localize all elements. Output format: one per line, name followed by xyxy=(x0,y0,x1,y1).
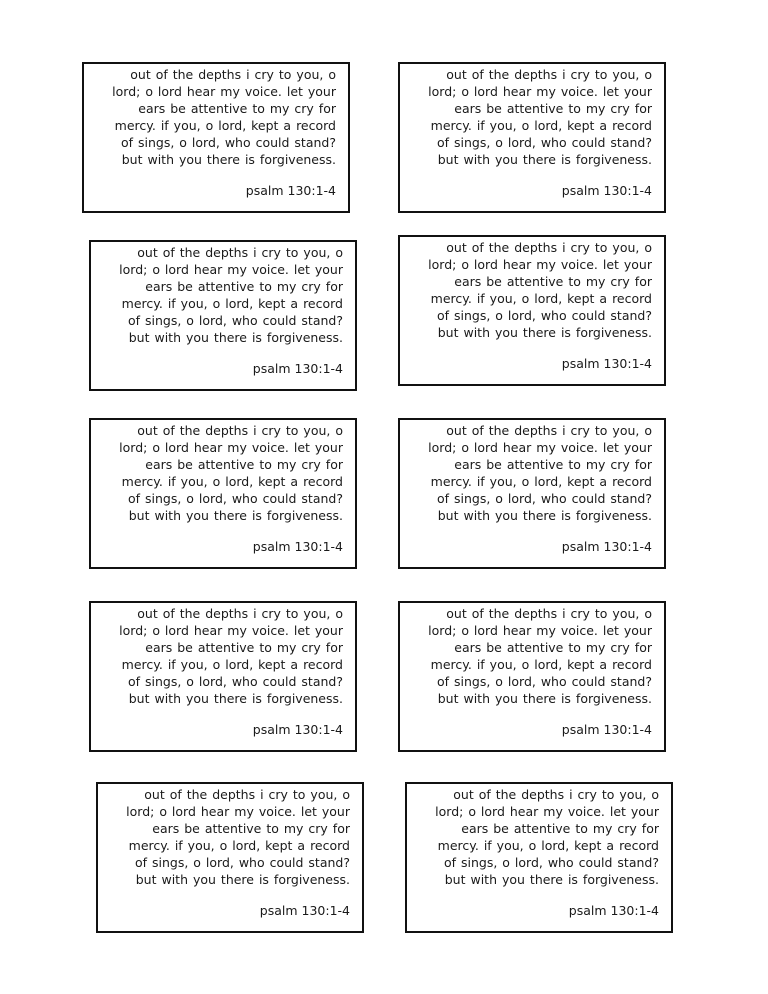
verse-line: out of the depths i cry to you, o xyxy=(130,67,336,82)
verse-text xyxy=(103,244,343,346)
verse-line: out of the depths i cry to you, o xyxy=(446,606,652,621)
verse-text xyxy=(412,239,652,341)
verse-line: ears be attentive to my cry for xyxy=(145,279,343,294)
verse-line: ears be attentive to my cry for xyxy=(145,640,343,655)
verse-line: but with you there is forgiveness. xyxy=(128,508,343,523)
verse-text xyxy=(412,422,652,524)
verse-line: lord; o lord hear my voice. let your xyxy=(428,257,652,272)
verse-line: ears be attentive to my cry for xyxy=(454,101,652,116)
verse-reference: psalm 130:1-4 xyxy=(259,903,350,918)
verse-line: out of the depths i cry to you, o xyxy=(144,787,350,802)
verse-line: lord; o lord hear my voice. let your xyxy=(428,623,652,638)
verse-reference: psalm 130:1-4 xyxy=(561,722,652,737)
verse-line: out of the depths i cry to you, o xyxy=(446,67,652,82)
verse-line: out of the depths i cry to you, o xyxy=(446,240,652,255)
verse-line: lord; o lord hear my voice. let your xyxy=(428,84,652,99)
verse-reference: psalm 130:1-4 xyxy=(252,722,343,737)
verse-line: out of the depths i cry to you, o xyxy=(453,787,659,802)
verse-line: of sings, o lord, who could stand? xyxy=(134,855,350,870)
verse-line: lord; o lord hear my voice. let your xyxy=(126,804,350,819)
verse-line: of sings, o lord, who could stand? xyxy=(436,674,652,689)
verse-card xyxy=(89,418,357,569)
verse-line: ears be attentive to my cry for xyxy=(454,640,652,655)
verse-line: but with you there is forgiveness. xyxy=(444,872,659,887)
verse-line: but with you there is forgiveness. xyxy=(437,691,652,706)
verse-line: ears be attentive to my cry for xyxy=(461,821,659,836)
verse-line: mercy. if you, o lord, kept a record xyxy=(430,291,652,306)
verse-line: but with you there is forgiveness. xyxy=(128,691,343,706)
verse-line: of sings, o lord, who could stand? xyxy=(443,855,659,870)
verse-line: ears be attentive to my cry for xyxy=(145,457,343,472)
verse-line: out of the depths i cry to you, o xyxy=(137,423,343,438)
verse-line: but with you there is forgiveness. xyxy=(121,152,336,167)
verse-line: mercy. if you, o lord, kept a record xyxy=(430,118,652,133)
verse-reference: psalm 130:1-4 xyxy=(561,356,652,371)
verse-line: of sings, o lord, who could stand? xyxy=(436,308,652,323)
verse-line: but with you there is forgiveness. xyxy=(135,872,350,887)
verse-line: of sings, o lord, who could stand? xyxy=(127,313,343,328)
verse-text xyxy=(103,605,343,707)
verse-line: out of the depths i cry to you, o xyxy=(137,245,343,260)
verse-line: mercy. if you, o lord, kept a record xyxy=(128,838,350,853)
verse-text xyxy=(412,605,652,707)
verse-line: but with you there is forgiveness. xyxy=(437,152,652,167)
verse-line: of sings, o lord, who could stand? xyxy=(127,674,343,689)
verse-line: lord; o lord hear my voice. let your xyxy=(119,623,343,638)
verse-reference: psalm 130:1-4 xyxy=(561,539,652,554)
verse-line: out of the depths i cry to you, o xyxy=(137,606,343,621)
verse-card xyxy=(398,601,666,752)
verse-reference: psalm 130:1-4 xyxy=(245,183,336,198)
verse-line: mercy. if you, o lord, kept a record xyxy=(437,838,659,853)
verse-card xyxy=(82,62,350,213)
verse-text xyxy=(419,786,659,888)
verse-card xyxy=(89,240,357,391)
verse-line: ears be attentive to my cry for xyxy=(138,101,336,116)
verse-line: out of the depths i cry to you, o xyxy=(446,423,652,438)
verse-line: mercy. if you, o lord, kept a record xyxy=(121,474,343,489)
verse-line: but with you there is forgiveness. xyxy=(128,330,343,345)
verse-card xyxy=(398,418,666,569)
verse-reference: psalm 130:1-4 xyxy=(252,361,343,376)
verse-text xyxy=(96,66,336,168)
verse-line: lord; o lord hear my voice. let your xyxy=(428,440,652,455)
verse-line: ears be attentive to my cry for xyxy=(454,274,652,289)
verse-line: lord; o lord hear my voice. let your xyxy=(119,440,343,455)
verse-line: lord; o lord hear my voice. let your xyxy=(119,262,343,277)
verse-reference: psalm 130:1-4 xyxy=(561,183,652,198)
verse-line: lord; o lord hear my voice. let your xyxy=(112,84,336,99)
verse-card xyxy=(398,62,666,213)
verse-reference: psalm 130:1-4 xyxy=(252,539,343,554)
verse-card xyxy=(405,782,673,933)
verse-line: mercy. if you, o lord, kept a record xyxy=(430,474,652,489)
verse-line: mercy. if you, o lord, kept a record xyxy=(114,118,336,133)
verse-line: ears be attentive to my cry for xyxy=(454,457,652,472)
verse-text xyxy=(110,786,350,888)
verse-line: mercy. if you, o lord, kept a record xyxy=(121,657,343,672)
verse-line: but with you there is forgiveness. xyxy=(437,325,652,340)
verse-line: of sings, o lord, who could stand? xyxy=(436,135,652,150)
verse-card xyxy=(398,235,666,386)
verse-text xyxy=(412,66,652,168)
verse-line: but with you there is forgiveness. xyxy=(437,508,652,523)
verse-text xyxy=(103,422,343,524)
verse-line: of sings, o lord, who could stand? xyxy=(127,491,343,506)
verse-reference: psalm 130:1-4 xyxy=(568,903,659,918)
verse-line: of sings, o lord, who could stand? xyxy=(436,491,652,506)
verse-line: mercy. if you, o lord, kept a record xyxy=(121,296,343,311)
verse-line: of sings, o lord, who could stand? xyxy=(120,135,336,150)
verse-line: lord; o lord hear my voice. let your xyxy=(435,804,659,819)
verse-line: ears be attentive to my cry for xyxy=(152,821,350,836)
verse-card xyxy=(96,782,364,933)
verse-card xyxy=(89,601,357,752)
verse-line: mercy. if you, o lord, kept a record xyxy=(430,657,652,672)
